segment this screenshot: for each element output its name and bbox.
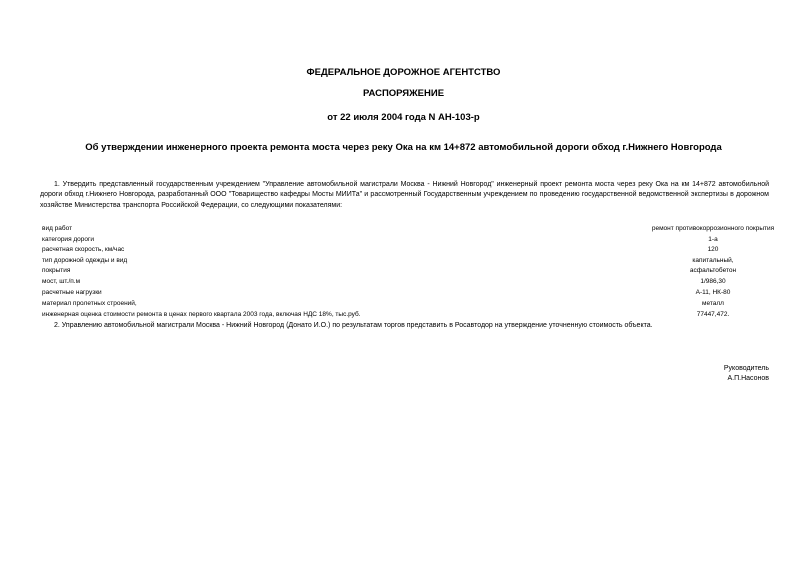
indicator-value: металл xyxy=(702,300,724,307)
indicator-name: покрытия xyxy=(42,267,71,274)
table-row xyxy=(40,299,769,309)
indicator-name: расчетная скорость, км/час xyxy=(42,246,125,253)
document-title: Об утверждении инженерного проекта ремонта моста через реку Ока на км 14+872 автомобильной дороги обход г.Нижнего Новгорода xyxy=(85,142,722,153)
indicator-value: 77447,472. xyxy=(696,311,730,318)
table-row xyxy=(40,256,769,266)
paragraph-1: 1. Утвердить представленный государственным учреждением "Управление автомобильной магистрали Москва - Нижний Новгород" инженерный проект ремонта моста через реку Ока на км 14+872 автомобильной дороги обход г.Нижнего Новгорода, разработанный ООО "Товарищество кафедры Мосты МИИТа" и рассмотренный Государственным учреждением по проведению государственной ведомственной экспертизы в дорожном хозяйстве Министерства транспорта Российской Федерации, со следующими показателями: xyxy=(40,181,769,209)
indicator-value: 1-а xyxy=(708,235,718,243)
table-row xyxy=(40,288,769,298)
indicator-value: ремонт противокоррозионного покрытия xyxy=(651,225,775,232)
table-row xyxy=(40,235,769,245)
agency-name: ФЕДЕРАЛЬНОЕ ДОРОЖНОЕ АГЕНТСТВО xyxy=(306,67,501,78)
document-date: от 22 июля 2004 года N АН-103-р xyxy=(327,112,480,123)
indicator-value: капитальный, xyxy=(692,256,734,264)
indicator-name: категория дороги xyxy=(42,235,95,243)
indicator-value: А-11, НК-80 xyxy=(695,289,731,296)
indicator-name: материал пролетных строений, xyxy=(42,300,137,307)
paragraph-2: 2. Управлению автомобильной магистрали Москва - Нижний Новгород (Донато И.О.) по результатам торгов представить в Росавтодор на утверждение уточненную стоимость объекта. xyxy=(54,322,653,329)
signatory-name: А.П.Насонов xyxy=(727,375,769,382)
table-row xyxy=(40,266,769,276)
indicator-name: расчетные нагрузки xyxy=(42,289,102,296)
table-row xyxy=(40,245,769,255)
table-row xyxy=(40,224,775,234)
indicator-name: инженерная оценка стоимости ремонта в ценах первого квартала 2003 года, включая НДС 18%, тыс.руб. xyxy=(42,311,361,318)
signatory-position: Руководитель xyxy=(723,365,769,372)
indicator-value: 1/986,30 xyxy=(700,278,726,285)
indicator-value: асфальтобетон xyxy=(689,267,737,274)
indicator-value: 120 xyxy=(707,246,719,253)
indicator-name: мост, шт./п.м xyxy=(42,278,81,285)
indicator-name: вид работ xyxy=(42,225,73,232)
indicator-name: тип дорожной одежды и вид xyxy=(42,256,128,264)
document-type: РАСПОРЯЖЕНИЕ xyxy=(362,88,445,99)
table-row xyxy=(40,310,769,320)
table-row xyxy=(40,277,769,287)
